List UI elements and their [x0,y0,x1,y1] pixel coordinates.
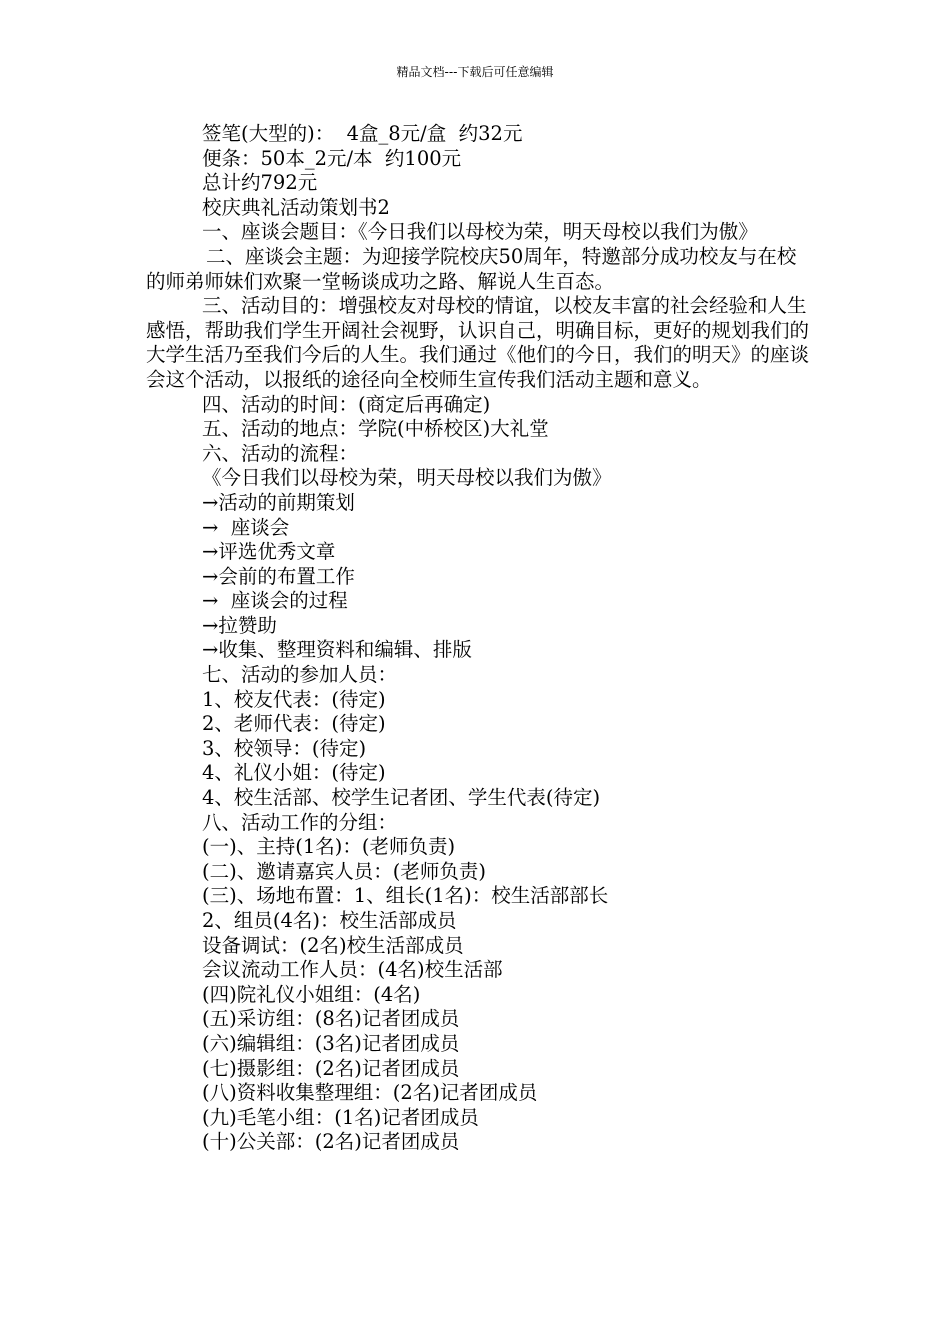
paragraph: 4、校生活部、校学生记者团、学生代表(待定) [202,786,601,810]
paragraph: 3、校领导：(待定) [202,736,367,760]
paragraph: →拉赞助 [202,613,277,637]
paragraph: 八、活动工作的分组： [202,810,398,834]
paragraph: (五)采访组：(8名)记者团成员 [202,1007,460,1031]
paragraph: 二、座谈会主题：为迎接学院校庆50周年，特邀部分成功校友与在校的师弟师妹们欢聚一堂畅谈成功之路、解说人生百态。 [146,244,797,293]
paragraph: 2、老师代表：(待定) [202,712,386,736]
paragraph: (九)毛笔小组：(1名)记者团成员 [202,1105,479,1129]
paragraph: 便条：50本_2元/本 约100元 [202,146,462,170]
paragraph: 校庆典礼活动策划书2 [202,195,390,219]
page-header: 精品文档---下载后可任意编辑 [396,65,554,79]
paragraph: →收集、整理资料和编辑、排版 [202,638,472,662]
paragraph: 会议流动工作人员：(4名)校生活部 [202,958,503,982]
paragraph: → 座谈会 [202,515,290,539]
paragraph: 六、活动的流程： [202,441,359,465]
paragraph: →评选优秀文章 [202,540,336,564]
paragraph: 签笔(大型的)： 4盒_8元/盒 约32元 [202,122,523,145]
paragraph: (十)公关部：(2名)记者团成员 [202,1130,460,1154]
paragraph: (七)摄影组：(2名)记者团成员 [202,1056,460,1080]
paragraph: 总计约792元 [202,171,318,195]
paragraph: 三、活动目的：增强校友对母校的情谊，以校友丰富的社会经验和人生感悟，帮助我们学生开阔社会视野，认识自己，明确目标，更好的规划我们的大学生活乃至我们今后的人生。我们通过《他们的今日，我们的明天》的座谈会这个活动，以报纸的途径向全校师生宣传我们活动主题和意义。 [146,294,810,391]
paragraph: (一)、主持(1名)：(老师负责) [202,835,456,859]
paragraph: 2、组员(4名)：校生活部成员 [202,909,457,932]
paragraph: (二)、邀请嘉宾人员：(老师负责) [202,859,486,883]
paragraph: (八)资料收集整理组：(2名)记者团成员 [202,1081,538,1105]
paragraph: 五、活动的地点：学院(中桥校区)大礼堂 [202,417,549,441]
paragraph: (三)、场地布置：1、组长(1名)：校生活部部长 [202,884,609,908]
paragraph: →会前的布置工作 [202,564,355,588]
paragraph: (四)院礼仪小姐组：(4名) [202,982,421,1006]
paragraph: 设备调试：(2名)校生活部成员 [202,933,464,957]
paragraph: → 座谈会的过程 [202,589,348,613]
paragraph: →活动的前期策划 [202,490,355,514]
document-body [146,122,812,1155]
paragraph: 四、活动的时间：(商定后再确定) [202,392,491,416]
paragraph: 《今日我们以母校为荣，明天母校以我们为傲》 [202,466,612,490]
paragraph: 七、活动的参加人员： [202,663,398,687]
paragraph: (六)编辑组：(3名)记者团成员 [202,1031,460,1055]
paragraph: 1、校友代表：(待定) [202,687,386,711]
paragraph: 4、礼仪小姐：(待定) [202,761,386,785]
paragraph: 一、座谈会题目：《今日我们以母校为荣，明天母校以我们为傲》 [202,220,758,244]
